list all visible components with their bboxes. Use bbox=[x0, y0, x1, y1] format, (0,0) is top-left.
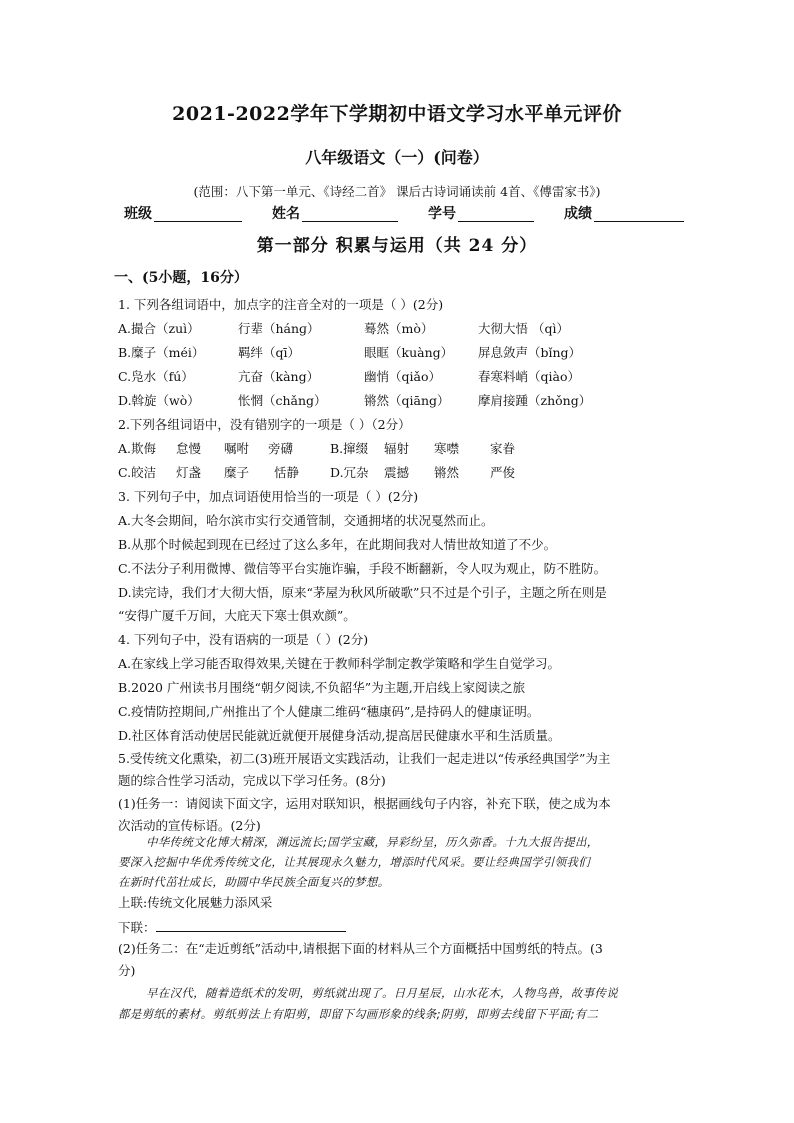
q3-option-a: A.大冬会期间，哈尔滨市实行交通管制，交通拥堵的状况戛然而止。 bbox=[118, 513, 494, 528]
score-field[interactable] bbox=[564, 206, 684, 222]
q1-option-d4: 摩肩接踵（zhǒng） bbox=[478, 393, 592, 408]
id-label: 学号 bbox=[428, 206, 456, 222]
q5-task2-line2: 分) bbox=[118, 963, 136, 978]
name-blank[interactable] bbox=[302, 206, 398, 222]
q4-option-a: A.在家线上学习能否取得效果,关键在于教师科学制定教学策略和学生自觉学习。 bbox=[118, 656, 560, 671]
q1-option-d3: 锵然（qiāng） bbox=[364, 393, 450, 408]
q1-option-c1: C.凫水（fú） bbox=[118, 369, 194, 384]
q3-option-b: B.从那个时候起到现在已经过了这么多年，在此期间我对人情世故知道了不少。 bbox=[118, 537, 557, 552]
q2-d-word4: 严俊 bbox=[490, 465, 516, 480]
q5-task1-line2: 次活动的宣传标语。(2分) bbox=[118, 818, 261, 833]
name-label: 姓名 bbox=[272, 206, 300, 222]
q5-passage2-line1: 早在汉代，随着造纸术的发明，剪纸就出现了。日月星辰，山水花木，人物鸟兽，故事传说 bbox=[146, 986, 618, 1000]
q2-c-word4: 恬静 bbox=[274, 465, 300, 480]
part-one-heading: 第一部分 积累与运用（共 24 分） bbox=[256, 236, 538, 256]
q2-c-word2: 灯盏 bbox=[176, 465, 202, 480]
q1-option-d2: 怅惘（chǎng） bbox=[238, 393, 327, 408]
q2-stem: 2.下列各组词语中，没有错别字的一项是（ ）（2分） bbox=[118, 417, 411, 432]
q3-option-d-line1: D.读完诗，我们才大彻大悟，原来“茅屋为秋风所破歌”只不过是个引子，主题之所在则是 bbox=[118, 585, 607, 600]
q1-option-b2: 羁绊（qī） bbox=[238, 345, 300, 360]
q1-option-a3: 蓦然（mò） bbox=[364, 321, 434, 336]
q2-a-word4: 旁礴 bbox=[268, 441, 294, 456]
q1-option-b3: 眼眶（kuàng） bbox=[364, 345, 454, 360]
q4-option-b: B.2020 广州读书月围绕“朝夕阅读,不负韶华”为主题,开启线上家阅读之旅 bbox=[118, 680, 526, 695]
q3-stem: 3. 下列句子中，加点词语使用恰当的一项是（ ）(2分) bbox=[118, 489, 419, 504]
section-one-heading: 一、(5小题，16分） bbox=[114, 270, 248, 286]
name-field[interactable] bbox=[272, 206, 398, 222]
q5-task2-line1: (2)任务二：在“走近剪纸”活动中,请根据下面的材料从三个方面概括中国剪纸的特点。(3 bbox=[118, 941, 603, 956]
q2-c-word1: C.皎洁 bbox=[118, 465, 157, 480]
q2-b-word4: 家眷 bbox=[490, 441, 516, 456]
q5-stem-line1: 5.受传统文化熏染，初二(3)班开展语文实践活动，让我们一起走进以“传承经典国学”为主 bbox=[118, 751, 611, 766]
q1-option-b1: B.糜子（méi） bbox=[118, 345, 205, 360]
q1-option-a4: 大彻大悟 （qì） bbox=[478, 321, 569, 336]
exam-subtitle: 八年级语文（一）(问卷） bbox=[305, 148, 489, 167]
score-label: 成绩 bbox=[564, 206, 592, 222]
q4-stem: 4. 下列句子中，没有语病的一项是（ ）(2分) bbox=[118, 632, 369, 647]
q5-upper-couplet: 上联:传统文化展魅力添风采 bbox=[118, 895, 273, 910]
q5-lower-blank[interactable] bbox=[156, 918, 346, 932]
q2-d-word2: 震撼 bbox=[384, 465, 410, 480]
q5-stem-line2: 题的综合性学习活动，完成以下学习任务。(8分) bbox=[118, 773, 386, 788]
id-field[interactable] bbox=[428, 206, 534, 222]
id-blank[interactable] bbox=[458, 206, 534, 222]
q4-option-d: D.社区体育活动使居民能就近就便开展健身活动,提高居民健康水平和生活质量。 bbox=[118, 728, 561, 743]
q2-a-word2: 怠慢 bbox=[176, 441, 202, 456]
student-info-row bbox=[124, 206, 684, 222]
exam-title: 2021-2022学年下学期初中语文学习水平单元评价 bbox=[172, 103, 622, 125]
q5-passage1-line1: 中华传统文化博大精深，渊远流长;国学宝藏，异彩纷呈，历久弥香。十九大报告提出， bbox=[146, 835, 599, 849]
q2-b-word1: B.撺缀 bbox=[330, 441, 369, 456]
q5-passage2-line2: 都是剪纸的素材。剪纸剪法上有阳剪，即留下勾画形象的线条;阴剪，即剪去线留下平面;有二 bbox=[118, 1007, 599, 1021]
q3-option-c: C.不法分子利用微博、微信等平台实施诈骗，手段不断翻新，令人叹为观止，防不胜防。 bbox=[118, 561, 607, 576]
q5-passage1-line2: 要深入挖掘中华优秀传统文化，让其展现永久魅力，增添时代风采。要让经典国学引领我们 bbox=[118, 855, 590, 869]
q1-option-d1: D.斡旋（wò） bbox=[118, 393, 200, 408]
q5-lower-couplet[interactable] bbox=[118, 918, 346, 936]
q5-passage1-line3: 在新时代茁壮成长，助圆中华民族全面复兴的梦想。 bbox=[118, 875, 390, 889]
q5-task1-line1: (1)任务一：请阅读下面文字，运用对联知识，根据画线句子内容，补充下联，使之成为本 bbox=[118, 796, 611, 811]
q1-option-b4: 屏息敛声（bǐng） bbox=[478, 345, 582, 360]
class-blank[interactable] bbox=[154, 206, 242, 222]
q1-option-c3: 幽悄（qiǎo） bbox=[364, 369, 441, 384]
q2-a-word1: A.欺侮 bbox=[118, 441, 157, 456]
class-label: 班级 bbox=[124, 206, 152, 222]
q2-c-word3: 糜子 bbox=[224, 465, 250, 480]
q1-stem: 1. 下列各组词语中，加点字的注音全对的一项是（ ）(2分) bbox=[118, 297, 444, 312]
q1-option-a2: 行辈（hánɡ） bbox=[238, 321, 320, 336]
class-field[interactable] bbox=[124, 206, 242, 222]
q2-d-word1: D.冗杂 bbox=[330, 465, 369, 480]
q1-option-c2: 亢奋（kàng） bbox=[238, 369, 320, 384]
score-blank[interactable] bbox=[594, 206, 684, 222]
q3-option-d-line2: “安得广厦千万间，大庇天下寒士俱欢颜”。 bbox=[118, 608, 356, 623]
q2-b-word2: 辐射 bbox=[384, 441, 410, 456]
q1-option-a1: A.撮合（zuì） bbox=[118, 321, 200, 336]
q2-d-word3: 锵然 bbox=[434, 465, 460, 480]
q1-option-c4: 春寒料峭（qiào） bbox=[478, 369, 580, 384]
q2-b-word3: 寒噤 bbox=[434, 441, 460, 456]
q4-option-c: C.疫情防控期间,广州推出了个人健康二维码“穗康码”,是持码人的健康证明。 bbox=[118, 704, 540, 719]
q2-a-word3: 嘱咐 bbox=[224, 441, 250, 456]
q5-lower-label: 下联： bbox=[118, 920, 156, 935]
exam-scope: (范围：八下第一单元、《诗经二首》 课后古诗词诵读前 4首、《傅雷家书》) bbox=[193, 184, 601, 199]
